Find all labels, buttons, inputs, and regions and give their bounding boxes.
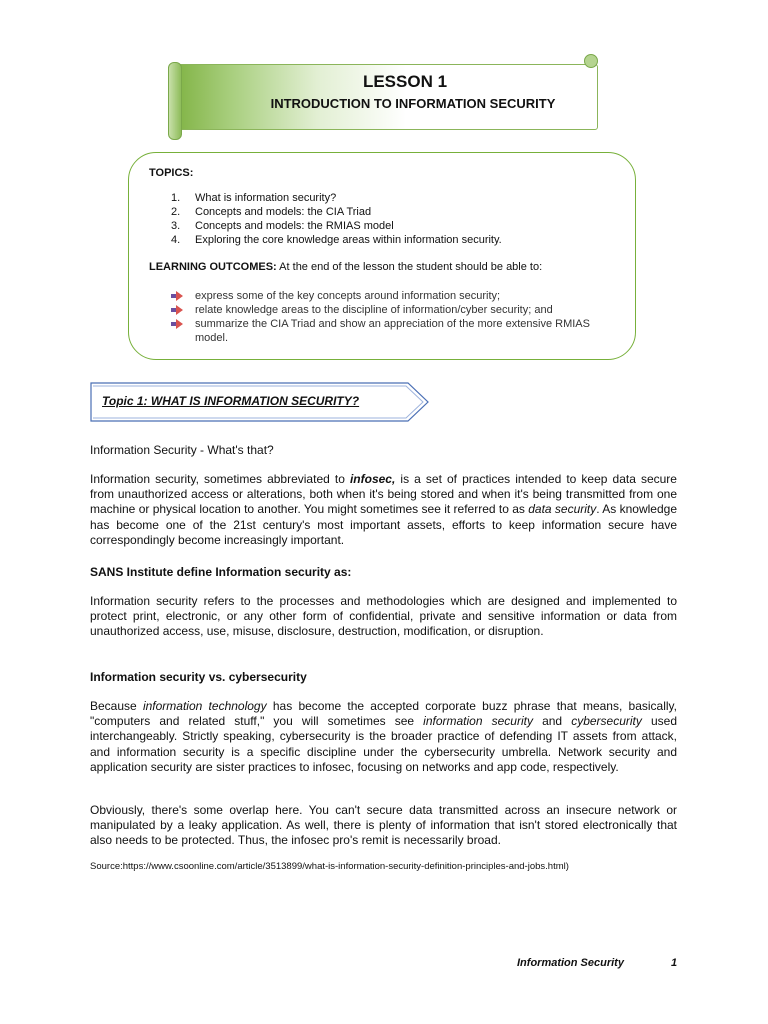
page-number: 1 bbox=[671, 957, 678, 969]
arrow-bullet-icon bbox=[171, 303, 195, 317]
infosec-term: infosec, bbox=[349, 472, 396, 486]
paragraph-infosec: Information security, sometimes abbreviated to infosec, is a set of practices intended to keep data secure from unauthorized access or alterations, both when it's being stored and when it's being transmitted from one machine or physical location to another. You might sometimes see it referred to as data security. As knowledge has become one of the 21st century's most important assets, efforts to keep information secure have correspondingly become increasingly important. bbox=[90, 472, 677, 547]
topic-item: 2. Concepts and models: the CIA Triad bbox=[171, 206, 372, 218]
topics-list bbox=[171, 191, 502, 247]
arrow-bullet-icon bbox=[171, 317, 195, 345]
topics-box bbox=[128, 152, 636, 360]
topic-item: 3. Concepts and models: the RMIAS model bbox=[171, 220, 394, 232]
scroll-roll-right bbox=[584, 54, 598, 68]
arrow-bullet-icon bbox=[171, 289, 195, 303]
learning-outcomes-intro: At the end of the lesson the student should be able to: bbox=[276, 261, 543, 273]
paragraph-sans-definition: Information security refers to the processes and methodologies which are designed and implemented to protect print, electronic, or any other form of confidential, private and sensitive information or data from unauthorized access, use, misuse, disclosure, destruction, modification, or disruption. bbox=[90, 594, 677, 639]
outcome-item: express some of the key concepts around information security; bbox=[171, 289, 601, 303]
topic1-arrow-header bbox=[90, 382, 430, 422]
question-line: Information Security - What's that? bbox=[90, 443, 274, 457]
heading-infosec-vs-cyber: Information security vs. cybersecurity bbox=[90, 670, 307, 684]
paragraph-infosec-vs-cyber: Because information technology has become the accepted corporate buzz phrase that means, basically, "computers and related stuff," you will sometimes see information security and cybersecurity used interchangeably. Strictly speaking, cybersecurity is the broader practice of defending IT assets from attack, and information security is a specific discipline under the cybersecurity umbrella. Network security and application security are sister practices to infosec, focusing on networks and app code, respectively. bbox=[90, 699, 678, 774]
outcome-item: relate knowledge areas to the discipline of information/cyber security; and bbox=[171, 303, 601, 317]
learning-outcomes-line bbox=[149, 261, 542, 273]
heading-sans: SANS Institute define Information security as: bbox=[90, 565, 352, 579]
source-citation: Source:https://www.csoonline.com/article/3513899/what-is-information-security-definition-principles-and-jobs.html) bbox=[90, 861, 569, 872]
topic1-title: Topic 1: WHAT IS INFORMATION SECURITY? bbox=[102, 394, 360, 408]
outcomes-list bbox=[171, 289, 601, 345]
footer-title: Information Security bbox=[517, 957, 624, 969]
paragraph-overlap: Obviously, there's some overlap here. You can't secure data transmitted across an insecure network or manipulated by a leaky application. As well, there is plenty of information that isn't stored electronically that also needs to be protected. Thus, the infosec pro's remit is necessarily broad. bbox=[90, 803, 677, 848]
outcome-item: summarize the CIA Triad and show an appreciation of the more extensive RMIAS model. bbox=[171, 317, 601, 345]
topic-item: 1. What is information security? bbox=[171, 192, 337, 204]
topics-label: TOPICS: bbox=[149, 167, 194, 179]
learning-outcomes-label: LEARNING OUTCOMES: bbox=[149, 261, 277, 273]
lesson-title: LESSON 1 bbox=[362, 72, 448, 91]
lesson-subtitle: INTRODUCTION TO INFORMATION SECURITY bbox=[270, 96, 556, 111]
topic-item: 4. Exploring the core knowledge areas within information security. bbox=[171, 234, 502, 246]
lesson-banner bbox=[172, 58, 598, 132]
